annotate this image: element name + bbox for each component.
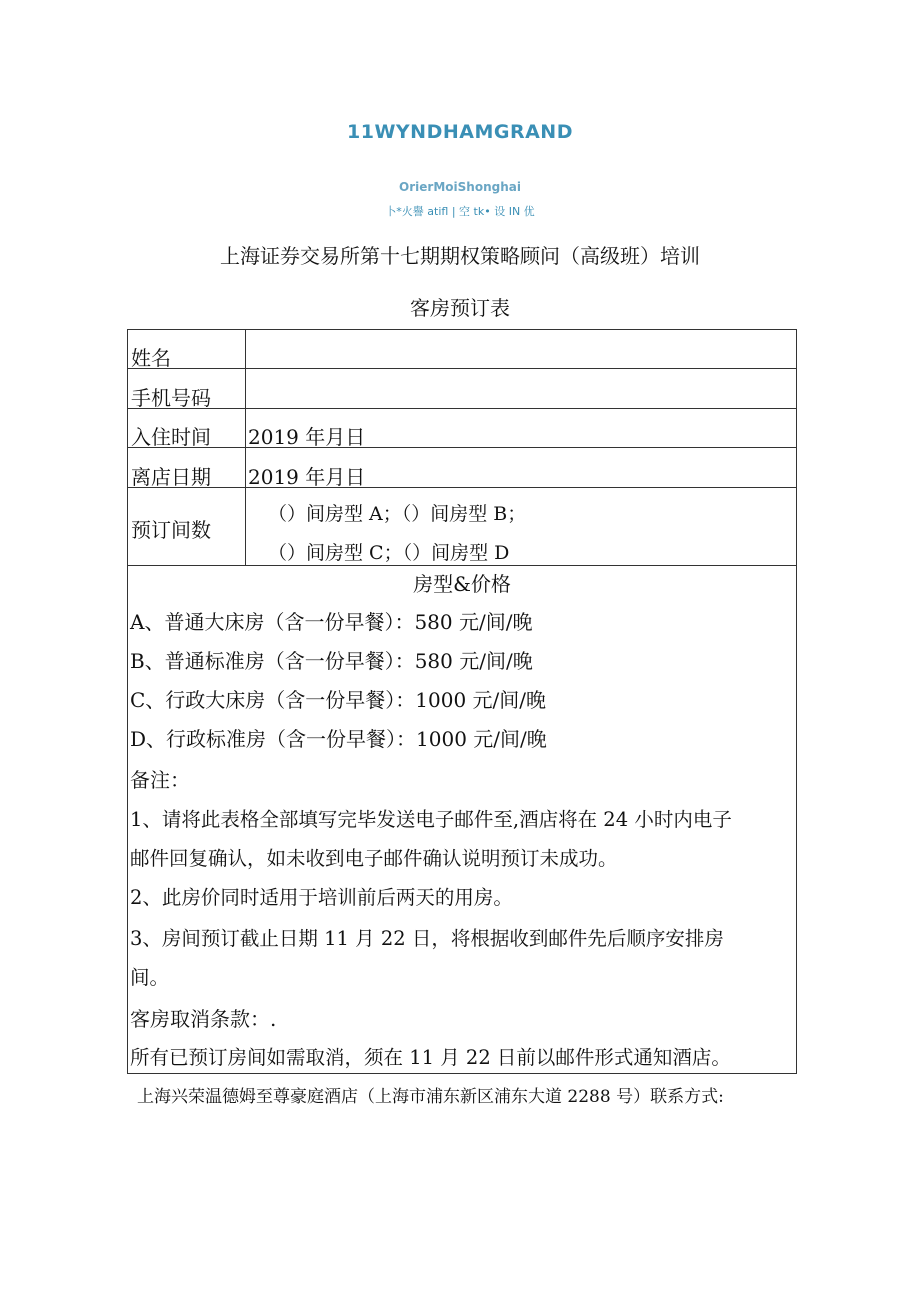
hotel-footer: 上海兴荣温德姆至尊豪庭酒店（上海市浦东新区浦东大道 2288 号）联系方式: [137, 1087, 724, 1107]
hotel-logo: 11WYNDHAMGRAND [347, 121, 573, 143]
cancel-text: 所有已预订房间如需取消，须在 11 月 22 日前以邮件形式通知酒店。 [130, 1046, 731, 1069]
cancel-header: 客房取消条款：. [130, 1007, 277, 1031]
row-line [127, 408, 797, 409]
rooms-option-line1[interactable]: （）间房型 A；（）间房型 B； [268, 503, 527, 525]
prices-header: 房型&价格 [413, 572, 511, 596]
logo-tagline: 卜*火譽 atifl | 空 tk• 设 IN 优 [385, 205, 535, 218]
document-title: 上海证券交易所第十七期期权策略顾问（高级班）培训 [220, 244, 700, 268]
name-label: 姓名 [131, 346, 171, 370]
checkout-field[interactable]: 2019 年月日 [248, 465, 366, 489]
logo-subtitle: OrierMoiShonghai [399, 180, 521, 194]
price-item-c: C、行政大床房（含一份早餐）：1000 元/间/晚 [130, 688, 547, 712]
checkin-label: 入住时间 [131, 425, 211, 449]
note-2: 2、此房价同时适用于培训前后两天的用房。 [130, 886, 513, 909]
document-subtitle: 客房预订表 [410, 296, 510, 320]
note-3a: 3、房间预订截止日期 11 月 22 日，将根据收到邮件先后顺序安排房 [130, 927, 724, 950]
note-1b: 邮件回复确认，如未收到电子邮件确认说明预订未成功。 [130, 847, 618, 870]
note-3b: 间。 [130, 966, 170, 989]
phone-label: 手机号码 [131, 386, 211, 410]
price-item-b: B、普通标准房（含一份早餐）：580 元/间/晚 [130, 649, 533, 673]
row-line [127, 565, 797, 566]
phone-field[interactable] [248, 371, 794, 407]
rooms-option-line2[interactable]: （）间房型 C；（）间房型 D [268, 542, 510, 564]
row-line [127, 487, 797, 488]
checkin-field[interactable]: 2019 年月日 [248, 425, 366, 449]
name-field[interactable] [248, 331, 794, 367]
price-item-a: A、普通大床房（含一份早餐）：580 元/间/晚 [130, 610, 533, 634]
row-line [127, 368, 797, 369]
row-line [127, 447, 797, 448]
note-1a: 1、请将此表格全部填写完毕发送电子邮件至,酒店将在 24 小时内电子 [130, 808, 732, 831]
rooms-label: 预订间数 [131, 518, 211, 542]
price-item-d: D、行政标准房（含一份早餐）：1000 元/间/晚 [130, 727, 547, 751]
notes-header: 备注： [130, 768, 190, 792]
checkout-label: 离店日期 [131, 465, 211, 489]
